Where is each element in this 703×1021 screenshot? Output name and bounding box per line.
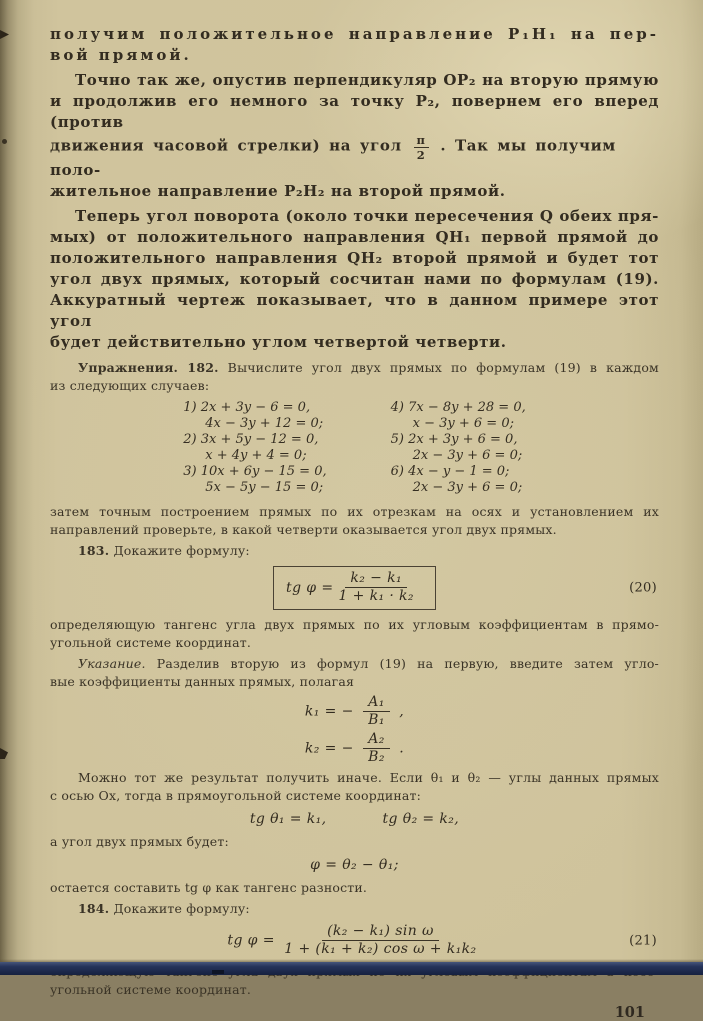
formula-lhs: tg φ = (227, 932, 275, 949)
text-line: получим положительное направление P₁H₁ на пер- (50, 25, 659, 43)
equation-number-21: (21) (629, 933, 657, 948)
strip-notch (212, 970, 224, 974)
exercise-184-number: 184. (78, 901, 110, 916)
text-line: направлений проверьте, в какой четверти оказывается угол двух прямых. (50, 522, 557, 537)
tangent-theta2: tg θ₂ = k₂, (382, 811, 460, 827)
text-line: Теперь угол поворота (около точки пересечения Q обеих пря- (75, 207, 659, 225)
exercise-182-systems (50, 400, 659, 496)
phi-expression: φ = θ₂ − θ₁; (310, 857, 399, 873)
closing-remark (50, 879, 659, 897)
text-segment: движения часовой стрелки) на угол (50, 136, 402, 155)
page-edge-mark (2, 139, 7, 144)
equation-number-20: (20) (629, 580, 657, 596)
scan-bottom-strip (0, 962, 703, 975)
text-line: из следующих случаев: (50, 378, 210, 393)
paragraph-direction-first-line (50, 24, 659, 66)
formula-20-fraction (338, 571, 413, 604)
exercise-182-outro (50, 503, 659, 539)
text-segment: . Так мы получим поло- (50, 136, 616, 179)
hint-label: Указание. (78, 656, 146, 671)
equation-line: 6) 4x − y − 1 = 0; (390, 464, 510, 479)
text-segment: Вычислите угол двух прямых по формулам (19) в каждом (218, 360, 659, 375)
hint-paragraph (50, 655, 659, 691)
text-line: мых) от положительного направления QH₁ первой прямой до (50, 228, 659, 246)
fraction-pi-over-2 (414, 134, 429, 161)
text-line: вой прямой. (50, 46, 192, 64)
formula-20-description (50, 616, 659, 652)
text-line: положительного направления QH₂ второй прямой и будет тот (50, 249, 659, 267)
k1-definition (50, 695, 659, 728)
tangent-theta1: tg θ₁ = k₁, (249, 811, 327, 827)
fraction-denominator: B₁ (368, 712, 385, 728)
text-line: жительное направление P₂H₂ на второй прямой. (50, 182, 506, 200)
fraction-denominator: 1 + k₁ · k₂ (338, 588, 414, 604)
text-line: затем точным построением прямых по их отрезкам на осях и установлением их (50, 504, 659, 519)
fraction-denominator: 1 + (k₁ + k₂) cos ω + k₁k₂ (284, 941, 477, 957)
text-segment: Разделив вторую из формул (19) на первую, введите затем угло- (145, 656, 659, 671)
paragraph-rotation-angle (50, 206, 659, 353)
equation-line: 4) 7x − 8y + 28 = 0, (390, 400, 526, 415)
fraction-numerator: A₂ (363, 732, 390, 749)
formula-tail: , (399, 703, 405, 720)
fraction-numerator: (k₂ − k₁) sin ω (322, 924, 439, 941)
equation-line: x + 4y + 4 = 0; (205, 448, 307, 463)
exercise-183-heading (50, 542, 659, 560)
text-segment: Докажите формулу: (113, 901, 250, 916)
k1-fraction (363, 695, 390, 728)
equation-line: 1) 2x + 3y − 6 = 0, (183, 400, 311, 415)
formula-lhs: tg φ = (286, 579, 334, 596)
formula-21-row (50, 924, 659, 957)
alternative-derivation (50, 769, 659, 805)
equation-line: 3) 10x + 6y − 15 = 0, (183, 464, 327, 479)
text-line: остается составить tg φ как тангенс разности. (50, 880, 368, 895)
fraction-denominator: 2 (416, 148, 426, 162)
k2-fraction (363, 732, 390, 765)
formula-lhs: k₁ = − (304, 703, 354, 720)
exercise-184-heading (50, 900, 659, 918)
text-line (50, 655, 659, 673)
text-line: будет действительно углом четвертой четверти. (50, 333, 507, 351)
formula-20-box (273, 566, 436, 610)
text-line (50, 542, 659, 560)
equation-line: x − 3y + 6 = 0; (412, 416, 514, 431)
text-line: Точно так же, опустив перпендикуляр OP₂ на вторую прямую (75, 71, 659, 89)
equation-line: 2x − 3y + 6 = 0; (412, 480, 523, 495)
fraction-numerator: π (414, 134, 429, 148)
exercise-183-number: 183. (78, 543, 110, 558)
phi-equation (50, 857, 659, 873)
text-line: а угол двух прямых будет: (50, 834, 229, 849)
text-segment: Докажите формулу: (113, 543, 250, 558)
formula-tail: . (399, 740, 405, 757)
formula-lhs: k₂ = − (304, 740, 354, 757)
text-line: угольной системе координат. (50, 982, 252, 997)
text-line: Аккуратный чертеж показывает, что в данном примере этот угол (50, 291, 659, 330)
exercise-182-intro (50, 359, 659, 395)
equation-line: 2) 3x + 5y − 12 = 0, (183, 432, 319, 447)
text-line: с осью Ox, тогда в прямоугольной системе координат: (50, 788, 422, 803)
formula-21-fraction (284, 924, 476, 957)
text-line: вые коэффициенты данных прямых, полагая (50, 674, 355, 689)
systems-column-right (391, 400, 526, 496)
text-line: и продолжив его немного за точку P₂, повернем его вперед (против (50, 92, 659, 131)
equation-line: 5) 2x + 3y + 6 = 0, (390, 432, 518, 447)
text-line: угольной системе координат. (50, 635, 252, 650)
text-line: угол двух прямых, который сосчитан нами по формулам (19). (50, 270, 659, 288)
page-number: 101 (614, 1004, 645, 1021)
text-line: определяющую тангенс угла двух прямых по их угловым коэффициентам в прямо- (50, 617, 659, 632)
paragraph-perpendicular (50, 70, 659, 202)
text-line: Можно тот же результат получить иначе. Если θ₁ и θ₂ — углы данных прямых (78, 770, 659, 785)
equation-line: 4x − 3y + 12 = 0; (205, 416, 324, 431)
exercise-182-label: Упражнения. 182. (78, 360, 219, 375)
text-line (50, 359, 659, 377)
fraction-denominator: B₂ (368, 749, 385, 765)
text-line (50, 900, 659, 918)
systems-column-left (183, 400, 326, 496)
tangent-relations (50, 811, 659, 827)
text-line-with-fraction (50, 133, 659, 181)
formula-20-row (50, 566, 659, 610)
equation-line: 2x − 3y + 6 = 0; (412, 448, 523, 463)
fraction-numerator: A₁ (363, 695, 390, 712)
k2-definition (50, 732, 659, 765)
fraction-numerator: k₂ − k₁ (345, 571, 407, 588)
equation-line: 5x − 5y − 15 = 0; (205, 480, 324, 495)
angle-intro (50, 833, 659, 851)
